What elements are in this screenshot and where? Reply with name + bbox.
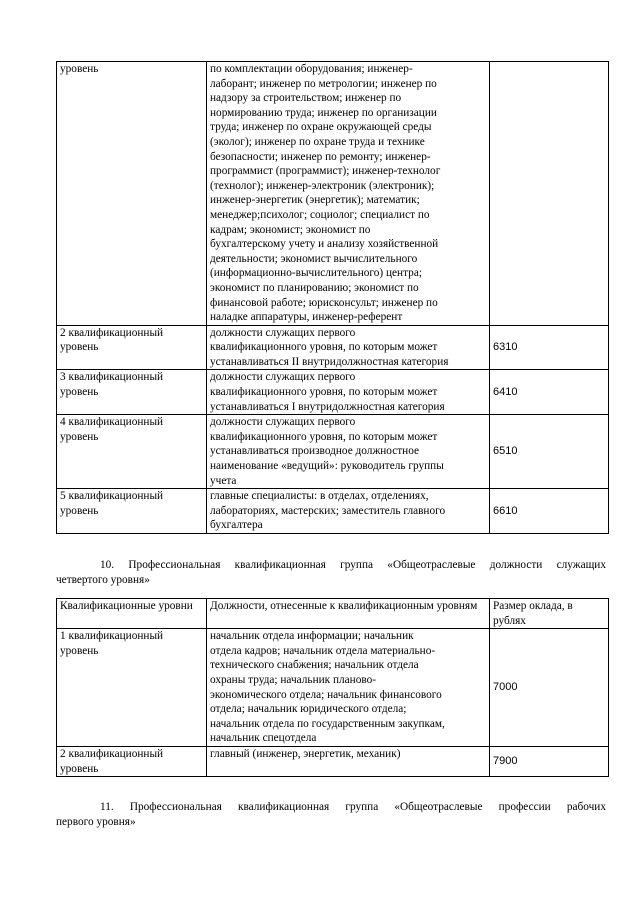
position-line: начальник отдела информации; начальник [210, 630, 414, 643]
salary-table-group-9 [56, 61, 609, 534]
table-header-row [57, 599, 609, 629]
position-line: финансовой работе; юрисконсульт; инженер по [210, 296, 438, 309]
salary-value [490, 62, 609, 326]
positions-cell [207, 325, 490, 370]
salary-value: 7900 [490, 746, 609, 776]
position-line: наладке аппаратуры, инженер-референт [210, 311, 403, 324]
positions-cell [207, 746, 490, 776]
position-line: устанавливаться I внутридолжностная категория [210, 400, 445, 413]
position-line: (эколог); инженер по охране труда и технике [210, 135, 425, 148]
position-line: надзору за строительством; инженер по [210, 92, 402, 105]
position-line: технического снабжения; начальник отдела [210, 659, 419, 672]
position-line: квалификационного уровня, по которым может [210, 386, 438, 399]
section-11-heading [56, 800, 606, 829]
salary-value: 6510 [490, 415, 609, 489]
position-line: экономист по планированию; экономист по [210, 281, 419, 294]
position-line: должности служащих первого [210, 371, 356, 384]
position-line: (информационно-вычислительного) центра; [210, 267, 422, 280]
section-10-heading [56, 558, 606, 587]
position-line: труда; инженер по охране окружающей среды [210, 121, 432, 134]
position-line: по комплектации оборудования; инженер- [210, 63, 413, 75]
table-row [57, 746, 609, 776]
header-levels: Квалификационные уровни [57, 599, 207, 629]
table-row [57, 370, 609, 415]
salary-value: 7000 [490, 629, 609, 747]
position-line: квалификационного уровня, по которым может [210, 341, 438, 354]
position-line: нормированию труда; инженер по организации [210, 106, 437, 119]
position-line: наименование «ведущий»: руководитель группы [210, 460, 444, 473]
qualification-level: 4 квалификационный уровень [57, 415, 207, 489]
section-11-line-1: 11. Профессиональная квалификационная группа «Общеотраслевые профессии рабочих [100, 801, 606, 813]
position-line: программист (программист); инженер-технолог [210, 165, 441, 178]
salary-value: 6310 [490, 325, 609, 370]
qualification-level: 1 квалификационный уровень [57, 629, 207, 747]
positions-cell [207, 62, 490, 326]
position-line: отдела; начальник юридического отдела; [210, 703, 407, 716]
table-row [57, 62, 609, 326]
position-line: устанавливаться производное должностное [210, 445, 420, 458]
header-salary: Размер оклада, в рублях [490, 599, 609, 629]
salary-value: 6610 [490, 489, 609, 534]
table-row [57, 325, 609, 370]
position-line: безопасности; инженер по ремонту; инженер- [210, 150, 431, 163]
position-line: экономического отдела; начальник финансового [210, 688, 442, 701]
position-line: начальник отдела по государственным закупкам, [210, 717, 445, 730]
positions-cell [207, 489, 490, 534]
position-line: бухгалтерскому учету и анализу хозяйственной [210, 238, 439, 251]
qualification-level: 5 квалификационный уровень [57, 489, 207, 534]
position-line: лаборант; инженер по метрологии; инженер по [210, 77, 437, 90]
positions-cell [207, 415, 490, 489]
table-row [57, 629, 609, 747]
position-line: должности служащих первого [210, 326, 356, 339]
position-line: главный (инженер, энергетик, механик) [210, 747, 401, 760]
salary-value: 6410 [490, 370, 609, 415]
position-line: лабораториях, мастерских; заместитель главного [210, 504, 446, 517]
qualification-level: уровень [57, 62, 207, 326]
position-line: главные специалисты: в отделах, отделениях, [210, 490, 429, 503]
position-line: устанавливаться II внутридолжностная категория [210, 355, 449, 368]
position-line: охраны труда; начальник планово- [210, 673, 377, 686]
qualification-level: 2 квалификационный уровень [57, 325, 207, 370]
position-line: менеджер;психолог; социолог; специалист по [210, 208, 430, 221]
position-line: начальник спецотдела [210, 732, 317, 745]
qualification-level: 2 квалификационный уровень [57, 746, 207, 776]
position-line: отдела кадров; начальник отдела материально- [210, 644, 436, 657]
section-10-line-2: четвертого уровня» [56, 573, 150, 586]
position-line: бухгалтера [210, 519, 263, 532]
section-10-line-1: 10. Профессиональная квалификационная группа «Общеотраслевые должности служащих [100, 559, 606, 571]
position-line: кадрам; экономист; экономист по [210, 223, 371, 236]
table-row [57, 489, 609, 534]
salary-table-group-10 [56, 598, 609, 777]
positions-cell [207, 370, 490, 415]
position-line: инженер-энергетик (энергетик); математик; [210, 194, 420, 207]
position-line: учета [210, 474, 237, 487]
table-row [57, 415, 609, 489]
position-line: должности служащих первого [210, 416, 356, 429]
positions-cell [207, 629, 490, 747]
header-positions: Должности, отнесенные к квалификационным уровням [207, 599, 490, 629]
position-line: (технолог); инженер-электроник (электроник); [210, 179, 435, 192]
position-line: квалификационного уровня, по которым может [210, 430, 438, 443]
qualification-level: 3 квалификационный уровень [57, 370, 207, 415]
position-line: деятельности; экономист вычислительного [210, 252, 418, 265]
section-11-line-2: первого уровня» [56, 815, 136, 828]
